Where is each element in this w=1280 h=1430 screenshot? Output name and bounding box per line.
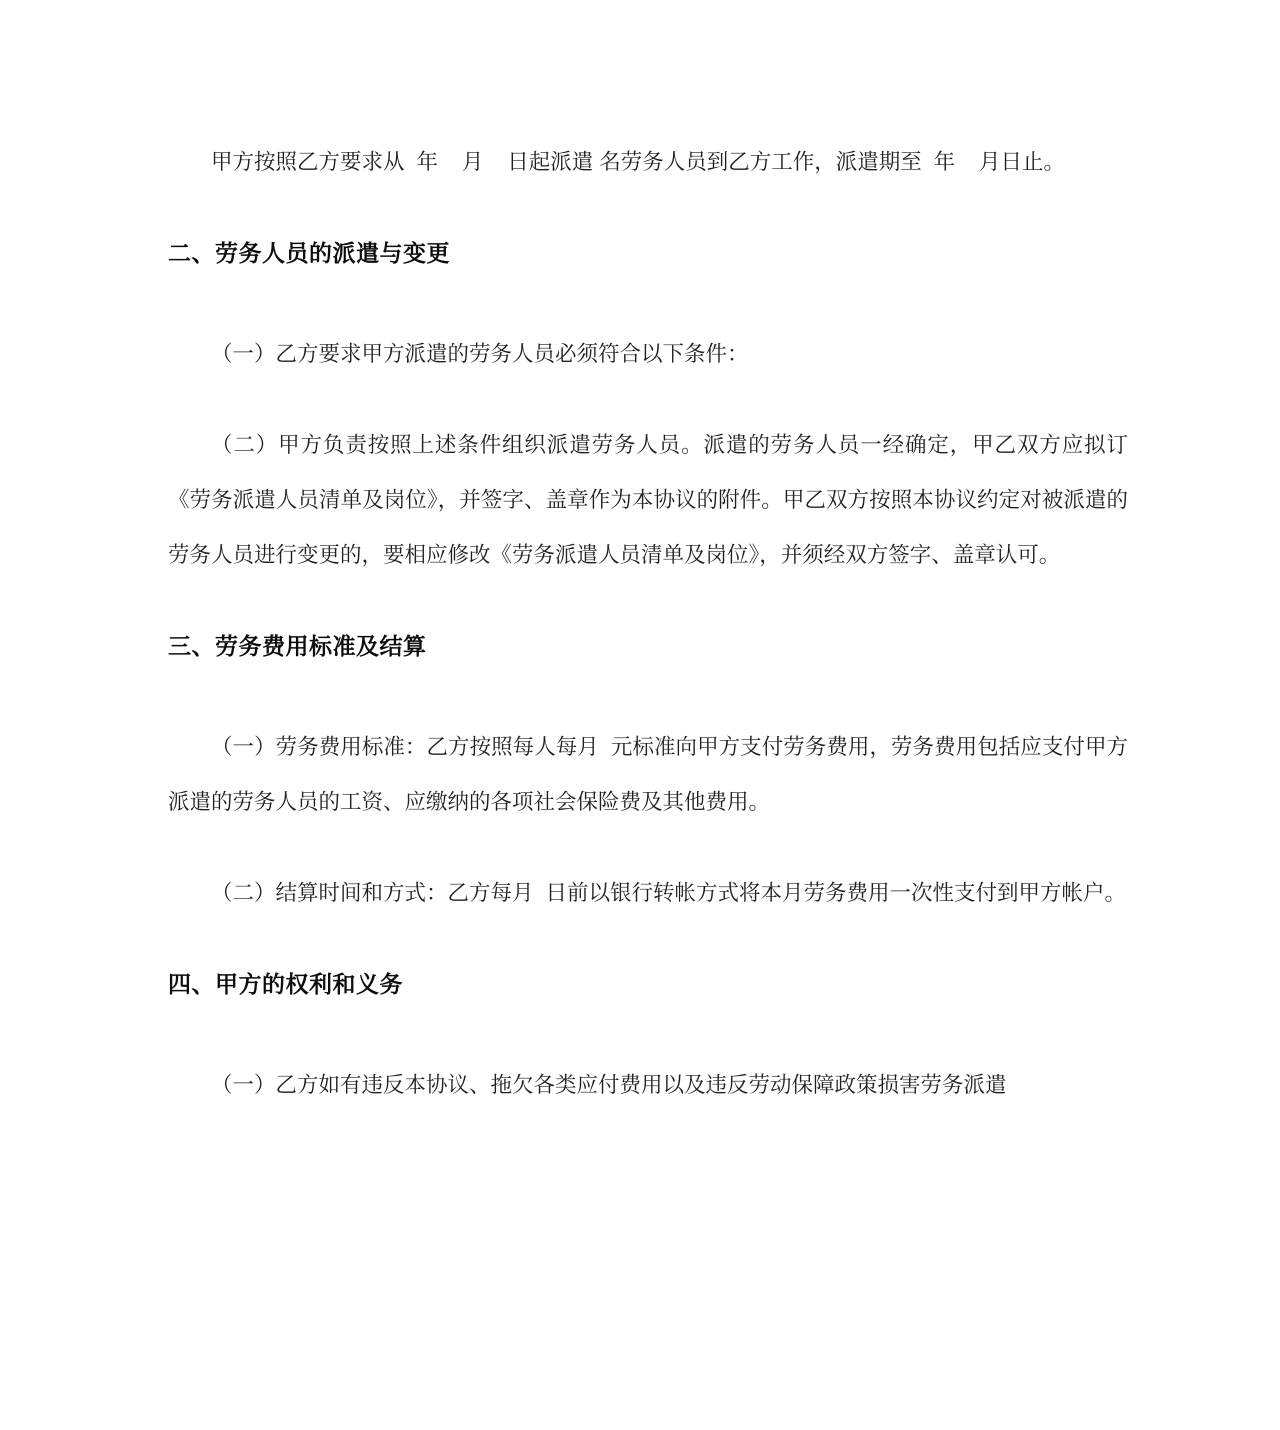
- section-heading-fee-standard-and-settlement: 三、劳务费用标准及结算: [168, 633, 427, 659]
- paragraph-settlement-method: （二）结算时间和方式：乙方每月 日前以银行转帐方式将本月劳务费用一次性支付到甲方帐户。: [211, 881, 1126, 905]
- paragraph-fee-standard: （一）劳务费用标准：乙方按照每人每月 元标准向甲方支付劳务费用，劳务费用包括应支付甲方派遣的劳务人员的工资、应缴纳的各项社会保险费及其他费用。: [168, 735, 1128, 814]
- section-heading-party-a-rights-obligations: 四、甲方的权利和义务: [168, 971, 403, 997]
- paragraph-dispatch-organization: （二）甲方负责按照上述条件组织派遣劳务人员。派遣的劳务人员一经确定，甲乙双方应拟订《劳务派遣人员清单及岗位》，并签字、盖章作为本协议的附件。甲乙双方按照本协议约定对被派遣的劳务人员进行变更的，要相应修改《劳务派遣人员清单及岗位》，并须经双方签字、盖章认可。: [168, 433, 1128, 567]
- paragraph-party-b-violation: （一）乙方如有违反本协议、拖欠各类应付费用以及违反劳动保障政策损害劳务派遣: [211, 1073, 1007, 1097]
- paragraph-dispatch-period: 甲方按照乙方要求从 年 月 日起派遣 名劳务人员到乙方工作，派遣期至 年 月日止。: [211, 150, 1066, 174]
- paragraph-dispatch-conditions: （一）乙方要求甲方派遣的劳务人员必须符合以下条件：: [211, 342, 749, 366]
- section-heading-dispatch-and-change: 二、劳务人员的派遣与变更: [168, 240, 450, 266]
